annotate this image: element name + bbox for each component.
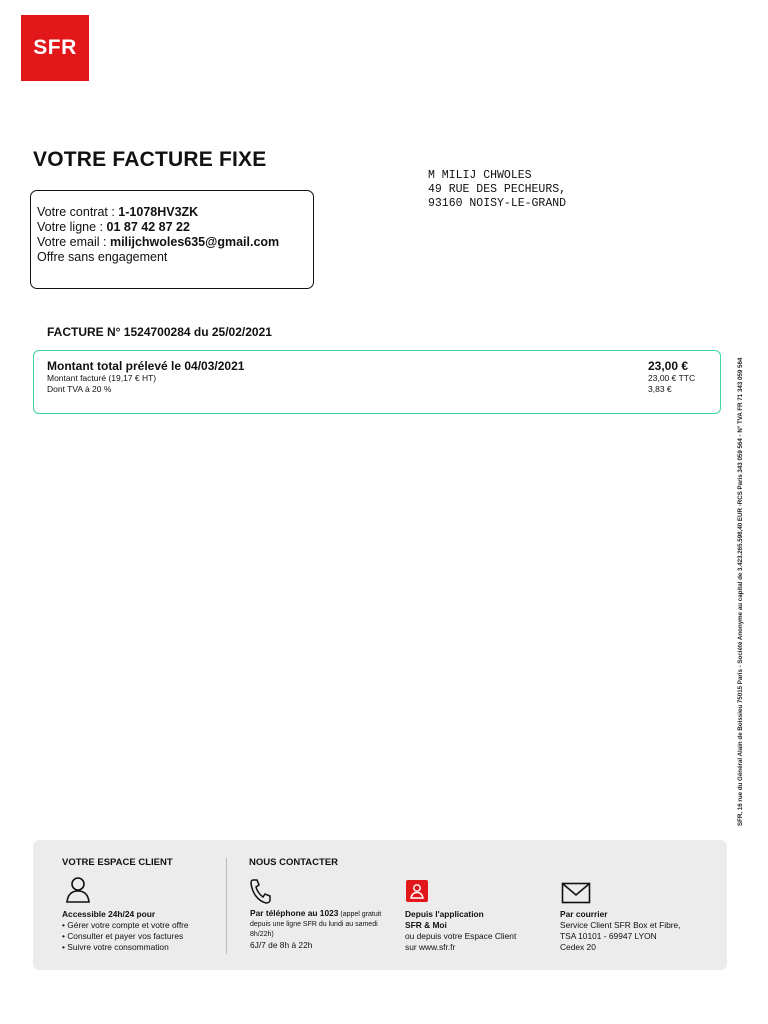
email-row [37, 235, 279, 250]
offer-row: Offre sans engagement [37, 250, 168, 264]
phone-description [250, 908, 392, 940]
page-title: VOTRE FACTURE FIXE [33, 148, 267, 171]
mail-line-2: TSA 10101 - 69947 LYON [560, 931, 657, 941]
footer-panel [33, 840, 727, 970]
email-address: milijchwoles635@gmail.com [109, 235, 280, 249]
total-value: 23,00 € [648, 359, 689, 373]
mail-line-3: Cedex 20 [560, 942, 596, 952]
contract-row [37, 205, 279, 220]
espace-item-1: • Gérer votre compte et votre offre [62, 920, 189, 930]
logo-text: SFR [33, 36, 77, 59]
phone-hours: 6J/7 de 8h à 22h [250, 940, 313, 950]
footer-divider [226, 858, 227, 954]
app-contact-text [405, 909, 555, 953]
espace-access: Accessible 24h/24 pour [62, 909, 156, 919]
recipient-address [428, 169, 566, 211]
line-number: 01 87 42 87 22 [106, 220, 190, 234]
total-values [648, 359, 695, 395]
espace-item-3: • Suivre votre consommation [62, 942, 169, 952]
espace-client-text [62, 909, 222, 953]
legal-mention: SFR, 16 rue du Général Alain de Boissieu 75015 Paris - Société Anonyme au capital de 3.423.265.598,40 EUR -RCS Paris 343 059 564 - N° TVA FR 71 343 059 564 [737, 357, 744, 826]
contract-number: 1-1078HV3ZK [118, 205, 199, 219]
recipient-city: 93160 NOISY-LE-GRAND [428, 197, 567, 210]
app-line-2: sur www.sfr.fr [405, 942, 456, 952]
phone-contact-text [250, 908, 392, 951]
phone-icon [249, 878, 271, 904]
line-label: Votre ligne : [37, 220, 107, 234]
app-line-1: ou depuis votre Espace Client [405, 931, 517, 941]
contract-label: Votre contrat : [37, 205, 119, 219]
sfr-logo [21, 15, 89, 81]
mail-contact-text [560, 909, 720, 953]
app-icon [406, 880, 428, 902]
total-label: Montant total prélevé le 04/03/2021 [47, 359, 245, 373]
contract-lines [37, 205, 279, 265]
phone-note: (appel gratuit depuis une ligne SFR du lundi au samedi 8h/22h) [250, 911, 382, 938]
billed-value: 23,00 € TTC [648, 373, 696, 383]
line-row [37, 220, 279, 235]
app-person-icon [406, 880, 428, 902]
contact-title: NOUS CONTACTER [249, 857, 339, 868]
total-labels [47, 359, 244, 395]
vat-value: 3,83 € [648, 384, 672, 394]
billed-label: Montant facturé (19,17 € HT) [47, 373, 157, 383]
mail-title: Par courrier [560, 909, 608, 919]
vat-label: Dont TVA à 20 % [47, 384, 112, 394]
contract-info-box [30, 190, 314, 289]
espace-item-2: • Consulter et payer vos factures [62, 931, 184, 941]
app-title-2: SFR & Moi [405, 920, 447, 930]
recipient-name: M MILIJ CHWOLES [428, 169, 532, 182]
espace-client-title: VOTRE ESPACE CLIENT [62, 857, 173, 868]
user-icon [63, 874, 93, 904]
email-label: Votre email : [37, 235, 110, 249]
mail-line-1: Service Client SFR Box et Fibre, [560, 920, 681, 930]
phone-title: Par téléphone au 1023 [250, 908, 339, 918]
total-amount-box [33, 350, 721, 414]
invoice-header: FACTURE N° 1524700284 du 25/02/2021 [47, 325, 272, 339]
envelope-icon [561, 882, 591, 904]
recipient-street: 49 RUE DES PECHEURS, [428, 183, 567, 196]
app-title-1: Depuis l'application [405, 909, 484, 919]
